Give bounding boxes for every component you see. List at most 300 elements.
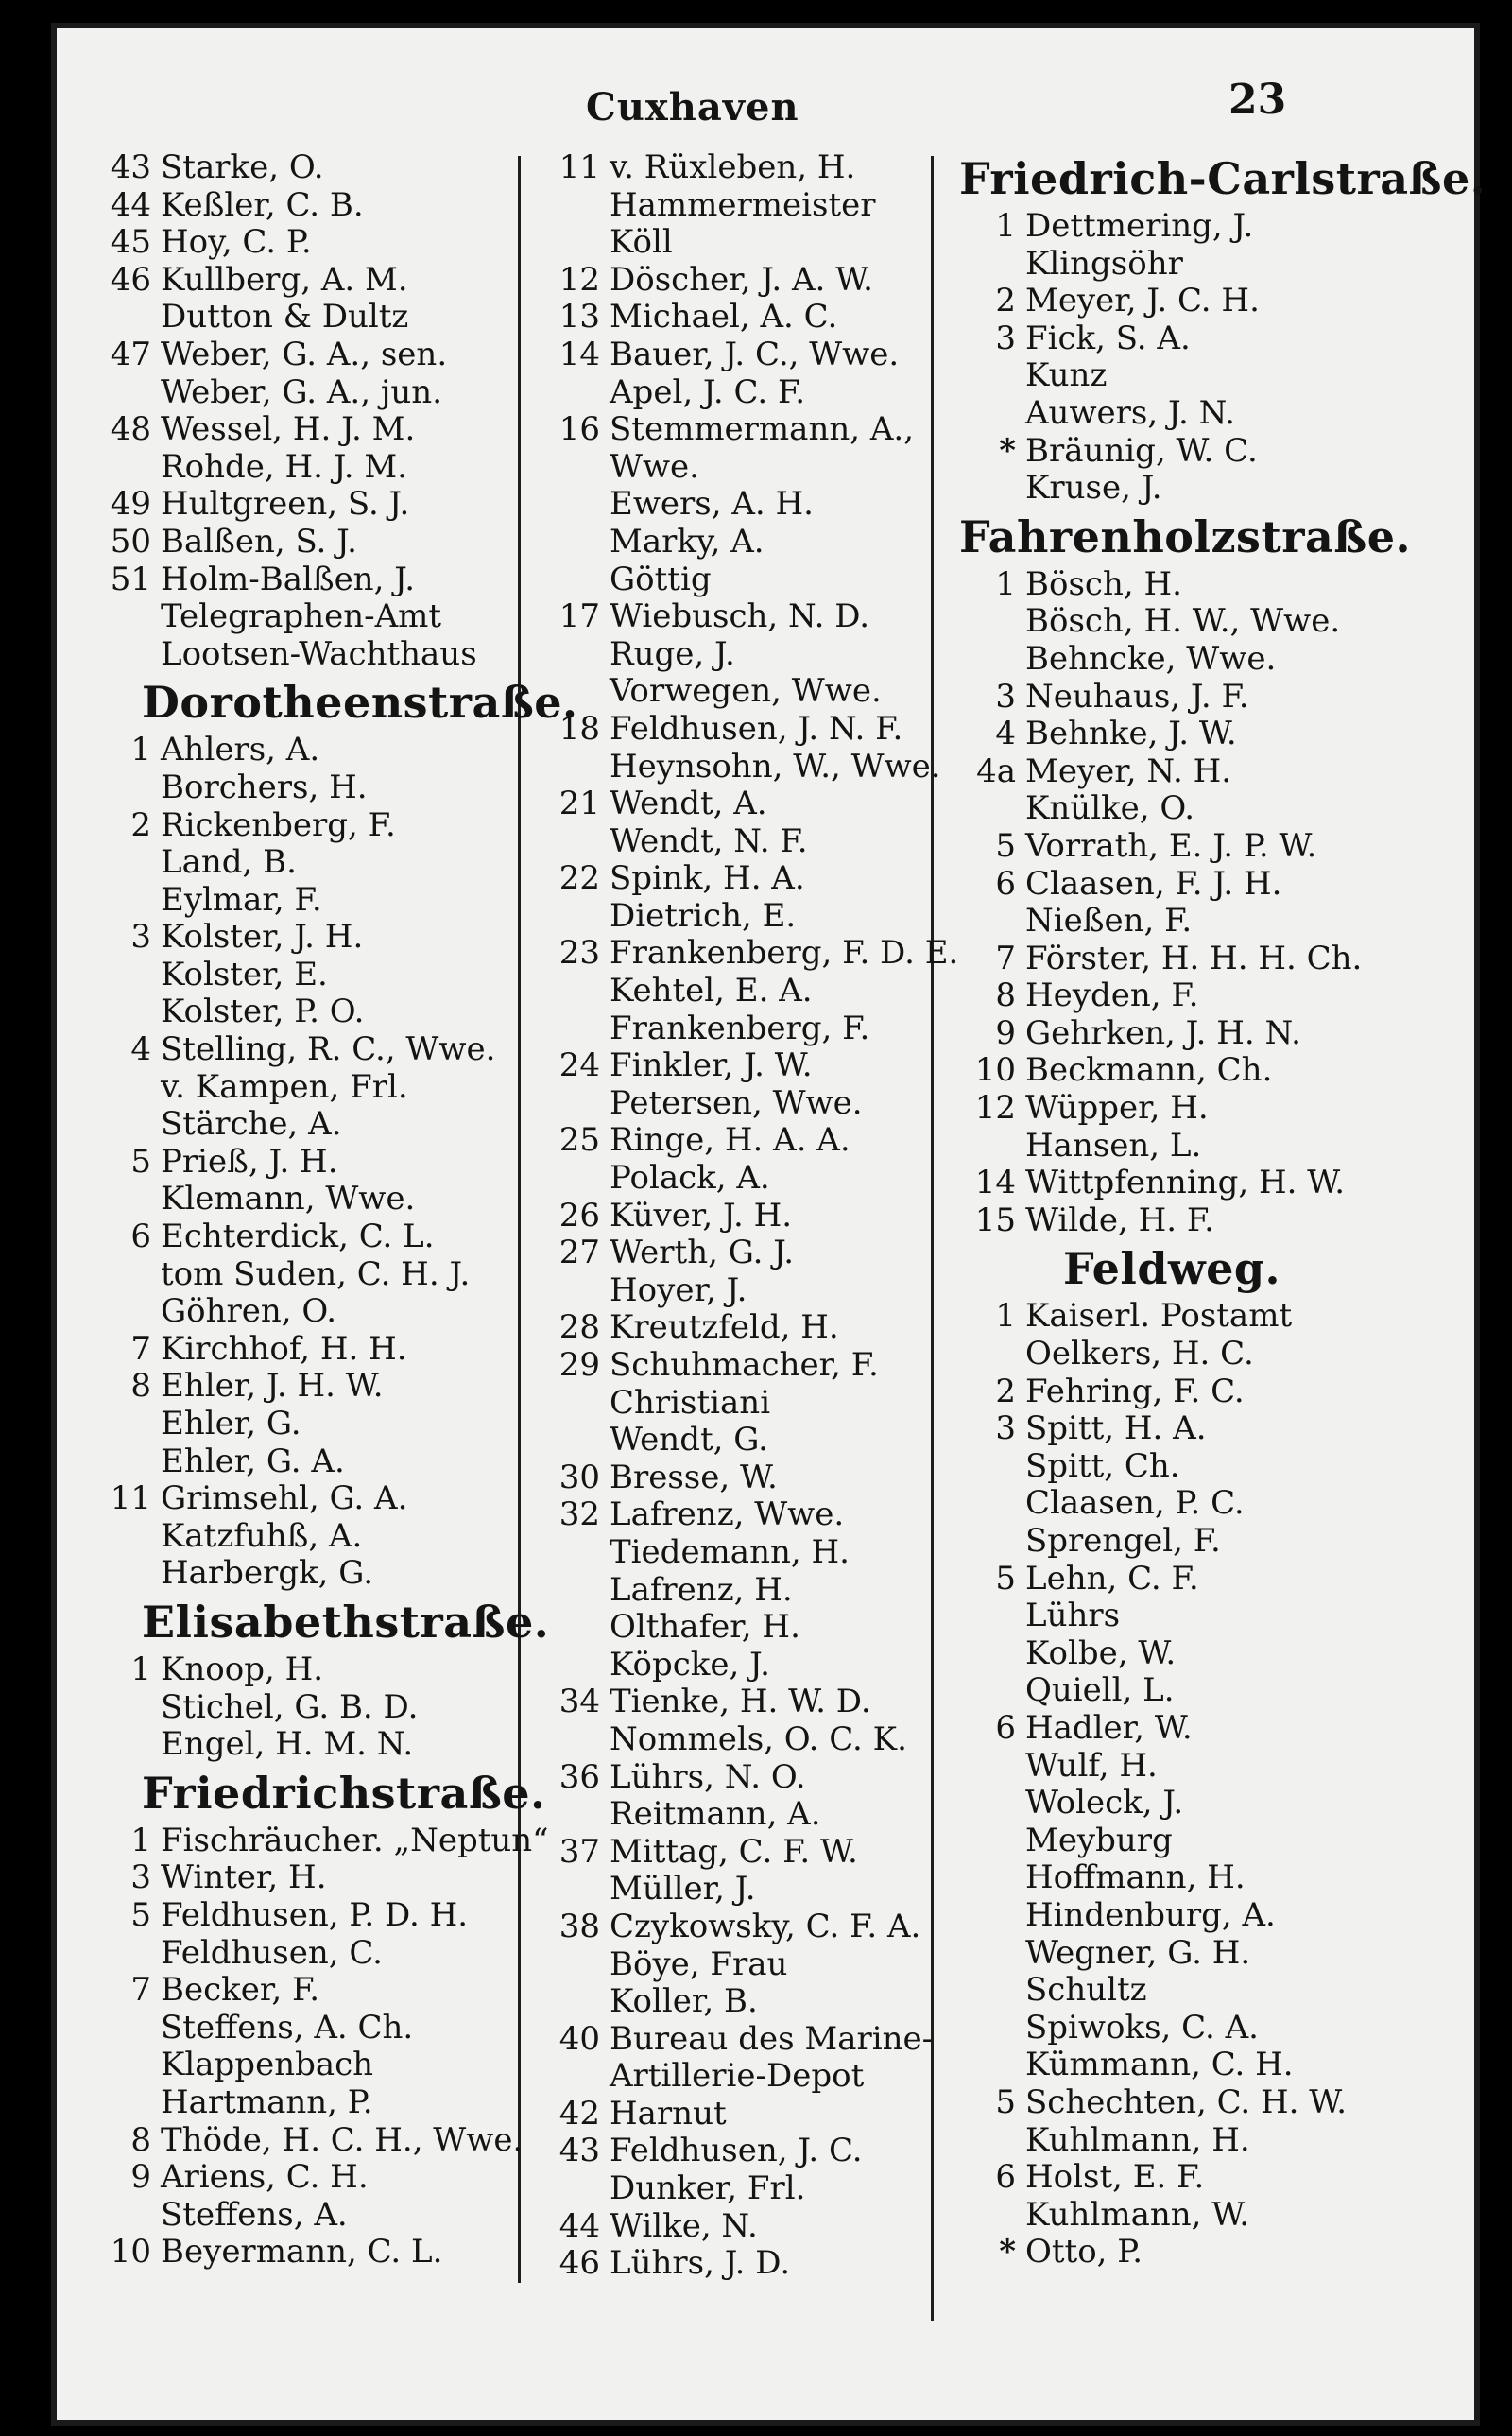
resident-name: Klingsöhr	[1025, 244, 1183, 283]
directory-entry	[950, 1052, 1384, 1090]
house-number: 2	[995, 282, 1016, 320]
resident-name: Michael, A. C.	[610, 298, 838, 337]
resident-name: Ehler, G. A.	[161, 1442, 345, 1480]
house-number: 23	[558, 934, 600, 973]
directory-entry	[85, 882, 510, 920]
resident-name: Telegraphen-Amt	[161, 597, 442, 636]
resident-name: Steffens, A.	[161, 2195, 348, 2234]
house-number: 22	[558, 859, 600, 898]
directory-entry	[534, 823, 940, 861]
directory-entry	[950, 1336, 1384, 1373]
resident-name: Wwe.	[610, 447, 699, 486]
resident-name: Klappenbach	[161, 2046, 374, 2084]
resident-name: Prieß, J. H.	[161, 1142, 338, 1181]
directory-entry	[85, 224, 510, 262]
resident-name: Becker, F.	[161, 1971, 320, 2010]
directory-entry	[950, 1561, 1384, 1598]
resident-name: Kruse, J.	[1025, 469, 1162, 508]
resident-name: Feldhusen, J. N. F.	[610, 709, 903, 748]
resident-name: Ringe, H. A. A.	[610, 1121, 850, 1160]
resident-name: Fischräucher. „Neptun“	[161, 1821, 549, 1859]
directory-entry	[534, 561, 940, 599]
directory-entry	[950, 1859, 1384, 1897]
resident-name: Bauer, J. C., Wwe.	[610, 335, 900, 373]
resident-name: Küver, J. H.	[610, 1196, 793, 1235]
house-number: 4	[130, 1030, 151, 1069]
directory-entry	[85, 262, 510, 300]
directory-entry	[85, 2010, 510, 2047]
directory-entry	[534, 224, 940, 262]
directory-entry	[534, 1983, 940, 2021]
resident-name: Frankenberg, F.	[610, 1009, 870, 1047]
directory-entry	[534, 1385, 940, 1423]
house-number: 32	[558, 1495, 600, 1534]
house-number: 43	[110, 148, 151, 186]
directory-entry	[950, 828, 1384, 866]
directory-entry	[950, 1935, 1384, 1973]
house-number: 7	[130, 1971, 151, 2010]
directory-entry	[534, 934, 959, 973]
resident-name: Starke, O.	[161, 148, 324, 186]
house-number: 8	[130, 2120, 151, 2159]
directory-entry	[534, 1272, 940, 1310]
resident-name: Köpcke, J.	[610, 1645, 770, 1684]
resident-name: Claasen, P. C.	[1025, 1484, 1245, 1523]
directory-entry	[85, 2120, 524, 2160]
house-number: 6	[995, 2158, 1016, 2197]
resident-name: Frankenberg, F. D. E.	[610, 934, 959, 973]
directory-entry	[950, 1298, 1384, 1336]
directory-entry	[85, 486, 510, 524]
directory-entry	[950, 2197, 1384, 2235]
running-head: Cuxhaven	[586, 85, 799, 130]
resident-name: Kunz	[1025, 356, 1108, 395]
resident-name: Wüpper, H.	[1025, 1089, 1209, 1128]
directory-entry	[534, 2058, 940, 2096]
house-number: 11	[558, 148, 600, 186]
house-number: 5	[995, 2082, 1016, 2121]
resident-name: Dietrich, E.	[610, 896, 797, 935]
resident-name: Bösch, H. W., Wwe.	[1025, 602, 1341, 641]
directory-entry	[85, 374, 510, 412]
resident-name: Quiell, L.	[1025, 1671, 1175, 1710]
house-number: 40	[558, 2019, 600, 2058]
resident-name: Bureau des Marine-	[610, 2019, 934, 2058]
house-number: 37	[558, 1832, 600, 1871]
directory-entry	[950, 790, 1384, 828]
directory-entry	[85, 1897, 510, 1935]
directory-entry	[534, 1309, 940, 1347]
resident-name: Oelkers, H. C.	[1025, 1335, 1254, 1373]
directory-entry	[85, 1480, 510, 1518]
resident-name: Holst, E. F.	[1025, 2158, 1205, 2197]
resident-name: Lehn, C. F.	[1025, 1559, 1199, 1598]
street-heading: Friedrich-Carlstraße.	[959, 153, 1486, 204]
resident-name: Borchers, H.	[161, 768, 368, 806]
resident-name: Hartmann, P.	[161, 2082, 373, 2121]
house-number: 8	[995, 976, 1016, 1015]
resident-name: Spink, H. A.	[610, 859, 805, 898]
resident-name: Kümmann, C. H.	[1025, 2046, 1294, 2084]
resident-name: Hammermeister	[610, 185, 876, 224]
resident-name: Kullberg, A. M.	[161, 260, 408, 299]
directory-entry	[950, 1672, 1384, 1710]
column-3	[950, 149, 1486, 2272]
resident-name: Göhren, O.	[161, 1292, 337, 1331]
directory-entry	[85, 919, 510, 957]
house-number: 9	[995, 1013, 1016, 1052]
directory-entry	[950, 470, 1384, 508]
directory-entry	[534, 1871, 940, 1909]
house-number: 8	[130, 1367, 151, 1406]
resident-name: Meyer, N. H.	[1025, 752, 1232, 790]
directory-entry	[534, 524, 940, 561]
resident-name: Stelling, R. C., Wwe.	[161, 1030, 496, 1069]
directory-entry	[950, 1090, 1384, 1128]
resident-name: Hansen, L.	[1025, 1126, 1202, 1165]
resident-name: Ariens, C. H.	[161, 2158, 369, 2197]
house-number: *	[999, 2233, 1016, 2272]
directory-entry	[534, 1796, 940, 1834]
directory-entry	[950, 208, 1384, 246]
directory-entry	[950, 977, 1384, 1015]
resident-name: Artillerie-Depot	[610, 2057, 865, 2096]
house-number: 4a	[976, 752, 1016, 790]
directory-entry	[950, 433, 1384, 471]
directory-entry	[534, 1647, 940, 1684]
house-number: 4	[995, 715, 1016, 753]
resident-name: Feldhusen, J. C.	[610, 2132, 863, 2170]
directory-entry	[85, 1368, 510, 1406]
directory-entry	[950, 1523, 1384, 1561]
resident-name: Hultgreen, S. J.	[161, 485, 410, 524]
resident-name: tom Suden, C. H. J.	[161, 1254, 471, 1293]
resident-name: Dettmering, J.	[1025, 207, 1254, 245]
resident-name: Ehler, G.	[161, 1405, 301, 1443]
directory-entry	[534, 1011, 940, 1048]
resident-name: Weber, G. A., sen.	[161, 335, 448, 373]
resident-name: Winter, H.	[161, 1858, 327, 1897]
resident-name: Harbergk, G.	[161, 1554, 374, 1593]
resident-name: Marky, A.	[610, 522, 765, 561]
resident-name: Köll	[610, 223, 673, 262]
directory-entry	[950, 2084, 1384, 2122]
resident-name: Tiedemann, H.	[610, 1532, 850, 1571]
resident-name: Lührs, J. D.	[610, 2244, 791, 2283]
directory-entry	[950, 395, 1384, 433]
house-number: 12	[558, 260, 600, 299]
directory-entry	[85, 1443, 510, 1481]
resident-name: Wilde, H. F.	[1025, 1201, 1214, 1239]
house-number: 27	[558, 1234, 600, 1272]
house-number: 51	[110, 560, 151, 598]
resident-name: Lafrenz, H.	[610, 1570, 793, 1609]
directory-entry	[950, 1748, 1384, 1786]
house-number: 3	[130, 1858, 151, 1897]
house-number: 50	[110, 522, 151, 561]
house-number: 14	[974, 1164, 1016, 1202]
house-number: 1	[995, 1297, 1016, 1336]
column-1	[85, 148, 578, 2272]
house-number: 5	[130, 1142, 151, 1181]
resident-name: Keßler, C. B.	[161, 185, 364, 224]
directory-entry	[950, 1448, 1384, 1486]
directory-entry	[534, 1085, 940, 1123]
resident-name: Tienke, H. W. D.	[610, 1683, 871, 1721]
directory-entry	[950, 1785, 1384, 1823]
house-number: 3	[995, 677, 1016, 716]
house-number: 24	[558, 1046, 600, 1085]
directory-entry	[534, 1909, 940, 1946]
directory-entry	[85, 1555, 510, 1593]
resident-name: Bräunig, W. C.	[1025, 431, 1258, 470]
house-number: 36	[558, 1757, 600, 1796]
directory-entry	[950, 716, 1384, 753]
house-number: 5	[995, 826, 1016, 865]
directory-entry	[534, 2133, 940, 2170]
house-number: 14	[558, 335, 600, 373]
resident-name: Bresse, W.	[610, 1458, 778, 1496]
resident-name: Grimsehl, G. A.	[161, 1479, 408, 1518]
resident-name: Reitmann, A.	[610, 1795, 821, 1834]
resident-name: Göttig	[610, 560, 712, 598]
resident-name: Bösch, H.	[1025, 564, 1182, 603]
directory-entry	[950, 866, 1384, 904]
resident-name: Dunker, Frl.	[610, 2169, 806, 2208]
resident-name: Hadler, W.	[1025, 1708, 1193, 1747]
directory-entry	[534, 786, 940, 823]
directory-entry	[534, 1347, 940, 1385]
directory-entry	[534, 1460, 940, 1497]
resident-name: Neuhaus, J. F.	[1025, 677, 1249, 716]
house-number: 30	[558, 1458, 600, 1496]
directory-entry	[534, 411, 940, 449]
house-number: 17	[558, 597, 600, 636]
resident-name: Wendt, A.	[610, 785, 767, 823]
resident-name: Wiebusch, N. D.	[610, 597, 870, 636]
street-heading: Dorotheenstraße.	[142, 677, 578, 729]
resident-name: Vorrath, E. J. P. W.	[1025, 826, 1317, 865]
directory-entry	[950, 1202, 1384, 1240]
directory-entry	[85, 411, 510, 449]
resident-name: Balßen, S. J.	[161, 522, 357, 561]
house-number: 1	[130, 1821, 151, 1859]
directory-entry	[950, 2234, 1384, 2272]
house-number: *	[999, 431, 1016, 470]
street-heading: Fahrenholzstraße.	[959, 510, 1411, 562]
directory-entry	[950, 283, 1384, 320]
directory-entry	[85, 598, 510, 636]
resident-name: Hoy, C. P.	[161, 223, 312, 262]
house-number: 34	[558, 1683, 600, 1721]
resident-name: Feldhusen, C.	[161, 1933, 383, 1972]
resident-name: Kreutzfeld, H.	[610, 1308, 839, 1347]
directory-entry	[85, 1726, 510, 1764]
directory-entry	[534, 636, 940, 674]
directory-entry	[950, 357, 1384, 395]
house-number: 7	[995, 939, 1016, 977]
resident-name: Sprengel, F.	[1025, 1522, 1221, 1560]
directory-entry	[85, 1689, 510, 1727]
house-number: 13	[558, 298, 600, 337]
resident-name: Döscher, J. A. W.	[610, 260, 873, 299]
directory-entry	[534, 749, 940, 786]
house-number: 49	[110, 485, 151, 524]
resident-name: Schuhmacher, F.	[610, 1346, 879, 1384]
resident-name: Katzfuhß, A.	[161, 1516, 363, 1555]
resident-name: Kolster, J. H.	[161, 918, 364, 957]
resident-name: Lootsen-Wachthaus	[161, 634, 477, 673]
resident-name: Christiani	[610, 1383, 771, 1422]
house-number: 11	[110, 1479, 151, 1518]
directory-entry	[534, 598, 940, 636]
house-number: 47	[110, 335, 151, 373]
directory-entry	[85, 769, 510, 807]
directory-entry	[85, 337, 510, 374]
directory-entry	[950, 903, 1384, 941]
resident-name: Müller, J.	[610, 1870, 756, 1909]
directory-entry	[85, 1031, 510, 1069]
directory-entry	[85, 1218, 510, 1256]
house-number: 9	[130, 2158, 151, 2197]
directory-entry	[85, 1406, 510, 1443]
directory-entry	[950, 2159, 1384, 2197]
directory-entry	[950, 566, 1384, 604]
house-number: 44	[110, 185, 151, 224]
resident-name: Echterdick, C. L.	[161, 1218, 435, 1256]
directory-entry	[85, 1256, 510, 1294]
resident-name: Eylmar, F.	[161, 880, 322, 919]
directory-entry	[950, 1485, 1384, 1523]
resident-name: Hindenburg, A.	[1025, 1895, 1276, 1934]
resident-name: Czykowsky, C. F. A.	[610, 1907, 921, 1945]
directory-entry	[534, 262, 940, 300]
house-number: 3	[995, 319, 1016, 357]
resident-name: Weber, G. A., jun.	[161, 372, 442, 411]
directory-entry	[534, 1122, 940, 1160]
resident-name: Knoop, H.	[161, 1650, 324, 1688]
directory-entry	[950, 753, 1384, 791]
directory-entry	[534, 486, 940, 524]
directory-entry	[950, 2047, 1384, 2084]
resident-name: Feldhusen, P. D. H.	[161, 1895, 469, 1934]
resident-name: Fick, S. A.	[1025, 319, 1191, 357]
directory-entry	[85, 1144, 510, 1182]
resident-name: Beckmann, Ch.	[1025, 1051, 1273, 1090]
resident-name: Engel, H. M. N.	[161, 1725, 414, 1764]
street-heading: Friedrichstraße.	[142, 1767, 546, 1819]
directory-entry	[85, 2197, 510, 2235]
resident-name: Kuhlmann, H.	[1025, 2120, 1250, 2159]
directory-entry	[85, 1821, 549, 1860]
resident-name: Kehtel, E. A.	[610, 972, 813, 1011]
resident-name: Woleck, J.	[1025, 1784, 1184, 1823]
resident-name: Fehring, F. C.	[1025, 1372, 1245, 1410]
resident-name: Förster, H. H. H. Ch.	[1025, 939, 1363, 977]
directory-entry	[85, 1181, 510, 1218]
directory-entry	[85, 1651, 510, 1689]
directory-page	[57, 28, 1486, 2420]
resident-name: Hoffmann, H.	[1025, 1858, 1246, 1897]
directory-entry	[85, 1293, 510, 1331]
directory-entry	[85, 1069, 510, 1107]
resident-name: Vorwegen, Wwe.	[610, 672, 882, 711]
house-number: 5	[995, 1559, 1016, 1598]
directory-entry	[534, 2170, 940, 2208]
resident-name: Lafrenz, Wwe.	[610, 1495, 845, 1534]
directory-entry	[85, 149, 510, 187]
column-2	[534, 148, 959, 2283]
directory-entry	[85, 1518, 510, 1556]
resident-name: Stemmermann, A.,	[610, 410, 915, 449]
resident-name: Land, B.	[161, 843, 297, 882]
resident-name: Klemann, Wwe.	[161, 1180, 416, 1218]
resident-name: Wendt, G.	[610, 1421, 768, 1460]
directory-entry	[534, 2021, 940, 2059]
directory-entry	[534, 1834, 940, 1872]
directory-entry	[85, 993, 510, 1031]
directory-entry	[85, 2084, 510, 2122]
resident-name: Lührs, N. O.	[610, 1757, 806, 1796]
resident-name: Wessel, H. J. M.	[161, 410, 416, 449]
directory-entry	[950, 1598, 1384, 1635]
directory-entry	[85, 1935, 510, 1973]
house-number: 48	[110, 410, 151, 449]
resident-name: Behncke, Wwe.	[1025, 639, 1277, 678]
directory-entry	[534, 1047, 940, 1085]
resident-name: Steffens, A. Ch.	[161, 2008, 414, 2047]
resident-name: Dutton & Dultz	[161, 298, 409, 337]
resident-name: Claasen, F. J. H.	[1025, 864, 1282, 903]
resident-name: v. Kampen, Frl.	[161, 1067, 408, 1106]
resident-name: Beyermann, C. L.	[161, 2233, 443, 2272]
directory-entry	[950, 679, 1384, 717]
directory-entry	[85, 2047, 510, 2084]
directory-entry	[950, 1165, 1384, 1202]
page-header	[57, 66, 1380, 142]
resident-name: Hoyer, J.	[610, 1270, 747, 1309]
directory-entry	[950, 1128, 1384, 1166]
resident-name: Koller, B.	[610, 1982, 758, 2021]
house-number: 3	[130, 918, 151, 957]
directory-entry	[950, 1635, 1384, 1673]
house-number: 46	[110, 260, 151, 299]
directory-entry	[950, 1897, 1384, 1935]
directory-entry	[85, 807, 510, 845]
directory-entry	[534, 449, 940, 487]
directory-entry	[85, 1859, 510, 1897]
resident-name: Werth, G. J.	[610, 1234, 795, 1272]
resident-name: Spitt, Ch.	[1025, 1446, 1180, 1485]
house-number: 26	[558, 1196, 600, 1235]
house-number: 2	[130, 805, 151, 844]
directory-entry	[85, 1106, 510, 1144]
house-number: 7	[130, 1329, 151, 1368]
directory-entry	[950, 1823, 1384, 1860]
resident-name: Ewers, A. H.	[610, 485, 814, 524]
directory-entry	[534, 374, 940, 412]
directory-entry	[85, 449, 510, 487]
resident-name: Finkler, J. W.	[610, 1046, 813, 1085]
resident-name: Kolster, E.	[161, 955, 328, 993]
house-number: 10	[974, 1051, 1016, 1090]
directory-entry	[85, 187, 510, 225]
directory-entry	[534, 187, 940, 225]
house-number: 43	[558, 2132, 600, 2170]
resident-name: Spitt, H. A.	[1025, 1409, 1207, 1448]
directory-entry	[85, 844, 510, 882]
resident-name: Kolster, P. O.	[161, 993, 365, 1031]
